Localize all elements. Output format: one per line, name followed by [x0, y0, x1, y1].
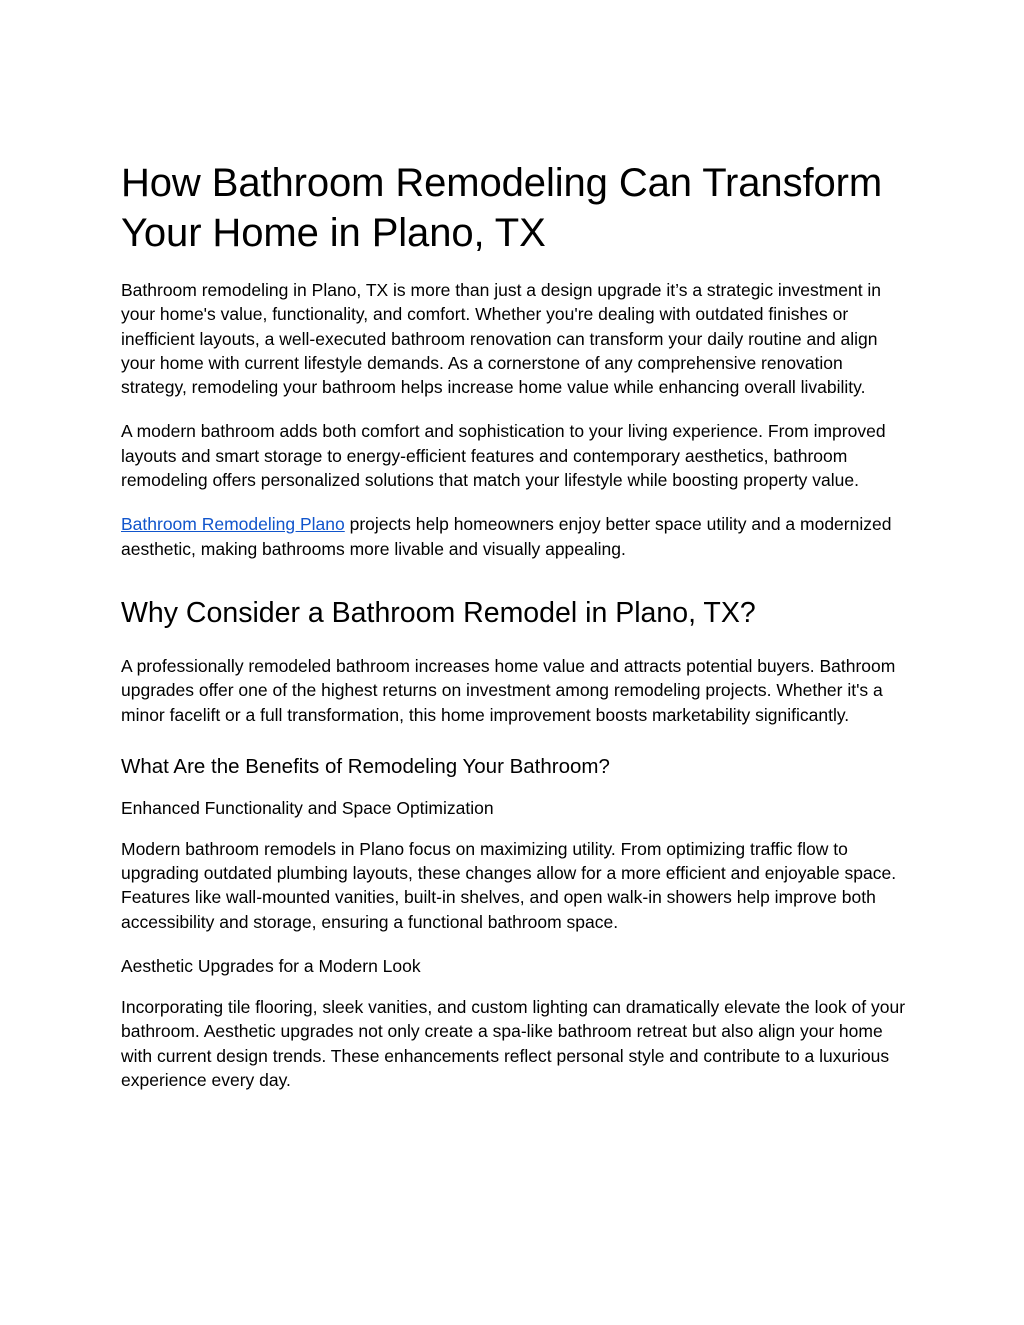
page-title: How Bathroom Remodeling Can Transform Your Home in Plano, TX: [121, 161, 883, 255]
intro-paragraph-1: Bathroom remodeling in Plano, TX is more than just a design upgrade it’s a strategic investment in your home's value, functionality, and comfort. Whether you're dealing with outdated finishes or inefficient layouts, a well-executed bathroom renovation can transform your daily routine and align your home with current lifestyle demands. As a cornerstone of any comprehensive renovation strategy, remodeling your bathroom helps increase home value while enhancing overall livability.: [121, 280, 882, 398]
intro-paragraph-3-text: projects help homeowners enjoy better space utility and a modernized aesthetic, making bathrooms more livable and visually appealing.: [121, 514, 892, 559]
benefit-2-text: Incorporating tile flooring, sleek vanities, and custom lighting can dramatically elevate the look of your bathroom. Aesthetic upgrades not only create a spa-like bathroom retreat but also align your home with current design trends. These enhancements reflect personal style and contribute to a luxurious experience every day.: [121, 997, 906, 1090]
intro-paragraph-2: A modern bathroom adds both comfort and sophistication to your living experience. From improved layouts and smart storage to energy-efficient features and contemporary aesthetics, bathroom remodeling offers personalized solutions that match your lifestyle while boosting property value.: [121, 421, 886, 491]
benefit-1-heading: Enhanced Functionality and Space Optimization: [121, 797, 494, 818]
benefit-1-text: Modern bathroom remodels in Plano focus on maximizing utility. From optimizing traffic flow to upgrading outdated plumbing layouts, these changes allow for a more efficient and enjoyable space. Features like wall-mounted vanities, built-in shelves, and open walk-in showers help improve both accessibility and storage, ensuring a functional bathroom space.: [121, 838, 897, 932]
section-paragraph: A professionally remodeled bathroom increases home value and attracts potential buyers. Bathroom upgrades offer one of the highest returns on investment among remodeling projects. Whether it's a minor facelift or a full transformation, this home improvement boosts marketability significantly.: [121, 655, 896, 725]
benefit-2-heading: Aesthetic Upgrades for a Modern Look: [121, 956, 421, 977]
benefits-heading: What Are the Benefits of Remodeling Your Bathroom?: [121, 754, 610, 778]
section-heading-why-consider: Why Consider a Bathroom Remodel in Plano, TX?: [121, 596, 756, 629]
document-page: [121, 158, 911, 1112]
intro-paragraph-3: [121, 512, 911, 561]
bathroom-remodeling-plano-link[interactable]: Bathroom Remodeling Plano: [121, 514, 345, 535]
